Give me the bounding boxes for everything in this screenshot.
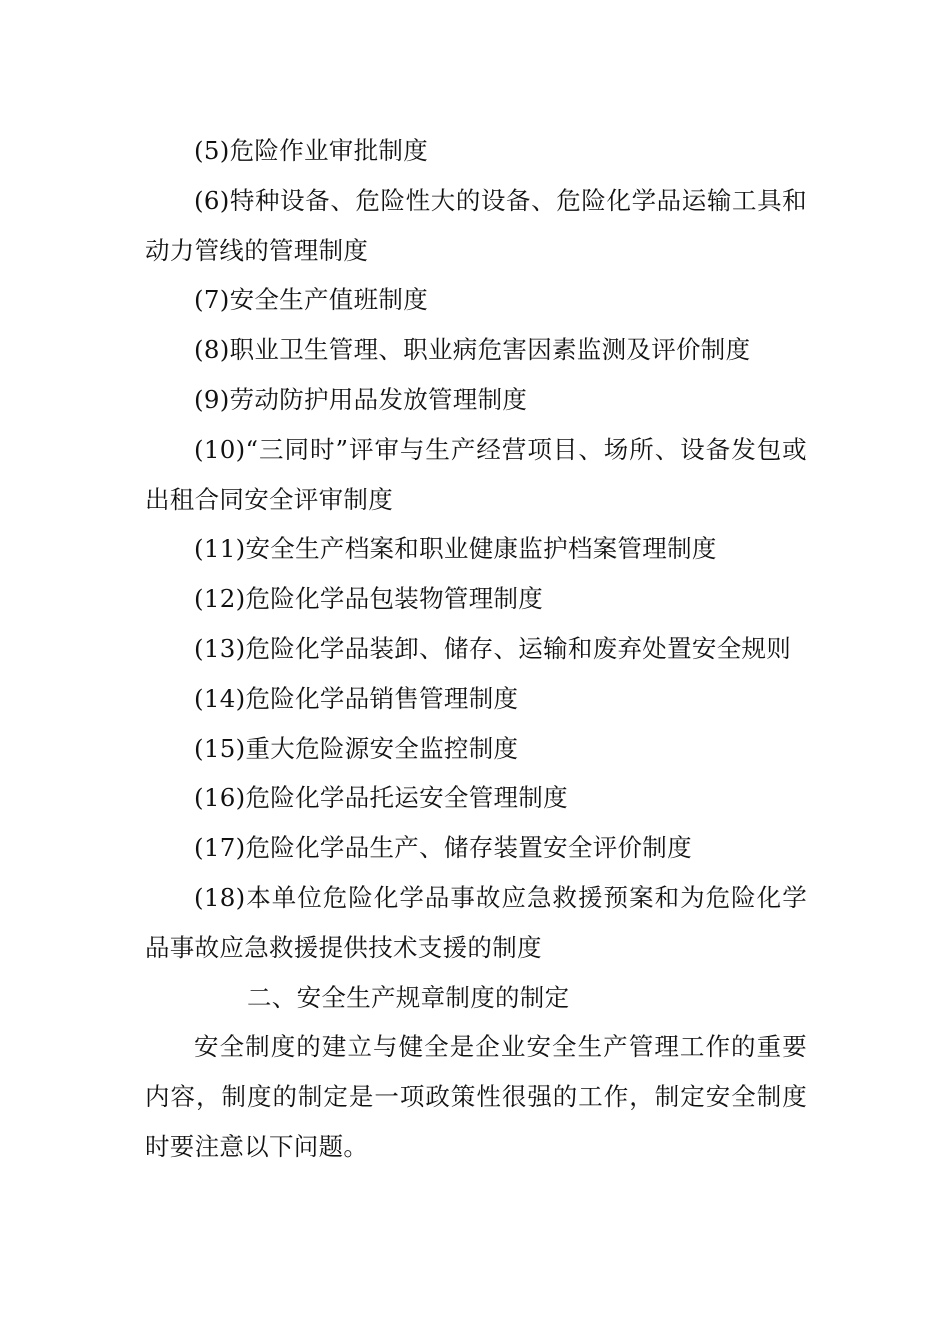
- list-item: (9)劳动防护用品发放管理制度: [194, 384, 528, 414]
- list-item: (17)危险化学品生产、储存装置安全评价制度: [194, 833, 692, 863]
- document-content: [145, 126, 807, 1172]
- list-item: (18)本单位危险化学品事故应急救援预案和为危险化学品事故应急救援提供技术支援的制度: [145, 882, 807, 962]
- list-item: (11)安全生产档案和职业健康监护档案管理制度: [194, 534, 717, 564]
- list-item: (10)“三同时”评审与生产经营项目、场所、设备发包或出租合同安全评审制度: [145, 434, 807, 514]
- list-item: (5)危险作业审批制度: [194, 136, 429, 165]
- list-item: (16)危险化学品托运安全管理制度: [194, 783, 568, 813]
- section-heading: 二、安全生产规章制度的制定: [247, 982, 570, 1012]
- list-item: (6)特种设备、危险性大的设备、危险化学品运输工具和动力管线的管理制度: [145, 185, 807, 265]
- list-item: (12)危险化学品包装物管理制度: [194, 584, 544, 614]
- list-item: (14)危险化学品销售管理制度: [194, 683, 519, 713]
- list-item: (15)重大危险源安全监控制度: [194, 733, 519, 763]
- body-paragraph: 安全制度的建立与健全是企业安全生产管理工作的重要内容，制度的制定是一项政策性很强的工作，制定安全制度时要注意以下问题。: [145, 1032, 807, 1161]
- list-item: (7)安全生产值班制度: [194, 285, 429, 315]
- list-item: (8)职业卫生管理、职业病危害因素监测及评价制度: [194, 335, 751, 365]
- list-item: (13)危险化学品装卸、储存、运输和废弃处置安全规则: [194, 633, 792, 663]
